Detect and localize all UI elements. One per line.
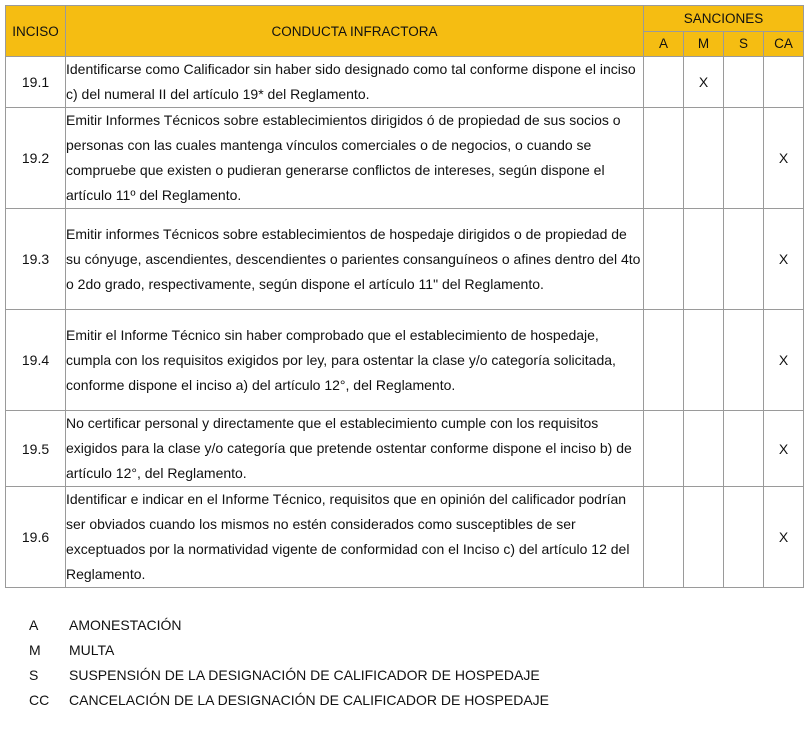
- mark-m: [684, 487, 724, 588]
- legend-label: CANCELACIÓN DE LA DESIGNACIÓN DE CALIFICADOR DE HOSPEDAJE: [69, 691, 549, 708]
- legend: [29, 612, 549, 712]
- row-inciso: 19.6: [6, 487, 66, 588]
- row-conducta: Emitir el Informe Técnico sin haber comprobado que el establecimiento de hospedaje, cumpla con los requisitos exigidos por ley, para ostentar la clase y/o categoría solicitada, conforme dispone el inciso a) del artículo 12°, del Reglamento.: [66, 310, 644, 411]
- row-inciso: 19.3: [6, 209, 66, 310]
- legend-code: S: [29, 666, 39, 683]
- row-conducta: Emitir informes Técnicos sobre establecimientos de hospedaje dirigidos o de propiedad de su cónyuge, ascendientes, descendientes o parientes consanguíneos o afines dentro del 4to o 2do grado, respectivamente, según dispone el artículo 11" del Reglamento.: [66, 209, 644, 310]
- header-col-s: S: [724, 31, 764, 57]
- legend-label: SUSPENSIÓN DE LA DESIGNACIÓN DE CALIFICADOR DE HOSPEDAJE: [69, 666, 540, 683]
- mark-s: [724, 209, 764, 310]
- mark-m: [684, 209, 724, 310]
- legend-label: MULTA: [69, 641, 115, 658]
- mark-ca: X: [764, 487, 804, 588]
- header-conducta: CONDUCTA INFRACTORA: [66, 6, 644, 57]
- row-conducta: No certificar personal y directamente que el establecimiento cumple con los requisitos exigidos para la clase y/o categoría que pretende ostentar conforme dispone el inciso b) de artículo 12°, del Reglamento.: [66, 411, 644, 487]
- table-row: [6, 310, 804, 411]
- mark-a: [644, 411, 684, 487]
- mark-m: [684, 108, 724, 209]
- mark-s: [724, 108, 764, 209]
- mark-ca: X: [764, 209, 804, 310]
- header-col-ca: CA: [764, 31, 804, 57]
- infractions-table: [5, 5, 804, 588]
- row-inciso: 19.2: [6, 108, 66, 209]
- mark-m: X: [684, 57, 724, 108]
- row-conducta: Identificarse como Calificador sin haber sido designado como tal conforme dispone el inciso c) del numeral II del artículo 19* del Reglamento.: [66, 57, 644, 108]
- header-col-m: M: [684, 31, 724, 57]
- mark-s: [724, 411, 764, 487]
- table-row: [6, 57, 804, 108]
- mark-a: [644, 487, 684, 588]
- mark-s: [724, 57, 764, 108]
- mark-s: [724, 310, 764, 411]
- mark-ca: X: [764, 411, 804, 487]
- row-inciso: 19.5: [6, 411, 66, 487]
- row-inciso: 19.4: [6, 310, 66, 411]
- legend-code: A: [29, 616, 39, 633]
- mark-ca: X: [764, 108, 804, 209]
- table-row: [6, 108, 804, 209]
- row-inciso: 19.1: [6, 57, 66, 108]
- mark-a: [644, 108, 684, 209]
- table-row: [6, 487, 804, 588]
- table-row: [6, 411, 804, 487]
- table-row: [6, 209, 804, 310]
- legend-item: [29, 612, 549, 637]
- mark-a: [644, 209, 684, 310]
- legend-item: [29, 662, 549, 687]
- mark-m: [684, 310, 724, 411]
- legend-code: CC: [29, 691, 50, 708]
- header-sanciones: SANCIONES: [644, 6, 804, 32]
- legend-item: [29, 637, 549, 662]
- legend-label: AMONESTACIÓN: [69, 616, 182, 633]
- legend-item: [29, 687, 549, 712]
- row-conducta: Emitir Informes Técnicos sobre establecimientos dirigidos ó de propiedad de sus socios o personas con las cuales mantenga vínculos comerciales o de negocios, o cuando se compruebe que existen o pudieran generarse conflictos de intereses, según dispone el artículo 11º del Reglamento.: [66, 108, 644, 209]
- mark-ca: [764, 57, 804, 108]
- header-inciso: INCISO: [6, 6, 66, 57]
- header-col-a: A: [644, 31, 684, 57]
- row-conducta: Identificar e indicar en el Informe Técnico, requisitos que en opinión del calificador podrían ser obviados cuando los mismos no estén considerados como susceptibles de ser exceptuados por la normatividad vigente de conformidad con el Inciso c) del artículo 12 del Reglamento.: [66, 487, 644, 588]
- mark-a: [644, 57, 684, 108]
- legend-code: M: [29, 641, 41, 658]
- mark-ca: X: [764, 310, 804, 411]
- mark-a: [644, 310, 684, 411]
- mark-s: [724, 487, 764, 588]
- mark-m: [684, 411, 724, 487]
